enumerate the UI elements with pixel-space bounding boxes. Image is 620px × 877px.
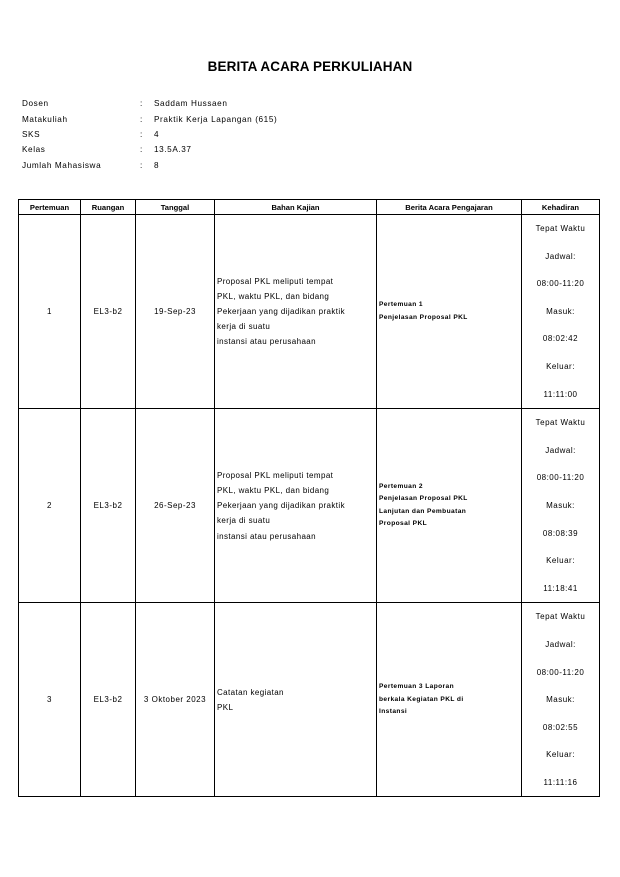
bahan-kajian-cell-line: Pekerjaan yang dijadikan praktik — [217, 306, 345, 316]
info-separator: : — [140, 160, 143, 170]
tanggal-cell: 3 Oktober 2023 — [136, 603, 215, 797]
info-row — [22, 158, 277, 173]
column-header: Kehadiran — [522, 200, 600, 215]
berita-acara-cell-line: Penjelasan Proposal PKL — [379, 495, 468, 503]
column-header: Bahan Kajian — [215, 200, 377, 215]
kehadiran-cell-line: Keluar: — [546, 556, 575, 566]
berita-acara-cell — [377, 603, 522, 797]
berita-acara-cell-line: berkala Kegiatan PKL di — [379, 695, 464, 703]
info-row — [22, 111, 277, 126]
pertemuan-cell: 2 — [19, 409, 81, 603]
info-row — [22, 96, 277, 111]
bahan-kajian-cell-line: Pekerjaan yang dijadikan praktik — [217, 501, 345, 511]
kehadiran-cell-line: Tepat Waktu — [535, 612, 586, 622]
kehadiran-cell-line: Jadwal: — [545, 251, 576, 261]
kehadiran-cell-line: 08:02:55 — [542, 722, 579, 732]
kehadiran-cell-line: 11:18:41 — [543, 583, 578, 593]
bahan-kajian-cell — [215, 215, 377, 409]
info-separator: : — [140, 145, 143, 155]
info-value: Saddam Hussaen — [154, 99, 228, 109]
kehadiran-cell-line: Tepat Waktu — [535, 224, 586, 233]
kehadiran-cell-line: 08:02:42 — [542, 334, 579, 344]
kehadiran-cell-line: Tepat Waktu — [535, 418, 586, 428]
table-row — [19, 215, 600, 409]
table-header-row — [19, 200, 600, 215]
info-label: Jumlah Mahasiswa — [22, 160, 102, 170]
info-separator: : — [140, 114, 143, 124]
kehadiran-cell-line: Masuk: — [546, 695, 575, 705]
bahan-kajian-cell — [215, 603, 377, 797]
kehadiran-cell-line: Jadwal: — [545, 639, 576, 649]
bahan-kajian-cell — [215, 409, 377, 603]
kehadiran-cell-line: Jadwal: — [545, 445, 576, 455]
bahan-kajian-cell-line: Proposal PKL meliputi tempat — [217, 470, 334, 480]
kehadiran-cell-line: 08:08:39 — [542, 528, 579, 538]
table-body — [19, 215, 600, 797]
berita-acara-cell-line: Pertemuan 3 Laporan — [379, 683, 455, 690]
kehadiran-cell-line: Masuk: — [546, 306, 575, 316]
info-value: Praktik Kerja Lapangan (615) — [154, 114, 278, 124]
info-label: Dosen — [22, 99, 49, 109]
info-label: Matakuliah — [22, 114, 68, 124]
bahan-kajian-cell-line: Catatan kegiatan — [217, 687, 284, 697]
tanggal-cell: 19-Sep-23 — [136, 215, 215, 409]
bahan-kajian-cell-line: Proposal PKL meliputi tempat — [217, 276, 334, 286]
table-row — [19, 603, 600, 797]
berita-acara-cell — [377, 215, 522, 409]
kehadiran-cell-line: Keluar: — [546, 750, 575, 760]
info-separator: : — [140, 99, 143, 109]
kehadiran-cell-line: Keluar: — [546, 361, 575, 371]
berita-acara-cell-line: Pertemuan 1 — [379, 300, 423, 308]
table-row — [19, 409, 600, 603]
tanggal-cell: 26-Sep-23 — [136, 409, 215, 603]
info-label: SKS — [22, 129, 41, 139]
berita-acara-cell-line: Pertemuan 2 — [379, 482, 423, 490]
page-title: BERITA ACARA PERKULIAHAN — [207, 59, 413, 74]
kehadiran-cell-line: 08:00-11:20 — [536, 279, 585, 289]
info-label: Kelas — [22, 145, 46, 155]
info-row — [22, 142, 277, 157]
kehadiran-cell — [522, 603, 600, 797]
column-header: Ruangan — [81, 200, 136, 215]
bahan-kajian-cell-line: instansi atau perusahaan — [217, 531, 316, 541]
bahan-kajian-cell-line: PKL, waktu PKL, dan bidang — [217, 485, 330, 495]
info-value: 8 — [154, 160, 160, 170]
kehadiran-cell-line: 11:11:16 — [543, 777, 578, 787]
ruangan-cell: EL3-b2 — [81, 409, 136, 603]
bahan-kajian-cell-line: kerja di suatu — [217, 322, 271, 332]
course-info — [22, 96, 277, 173]
pertemuan-cell: 1 — [19, 215, 81, 409]
info-value: 13.5A.37 — [154, 145, 192, 155]
info-row — [22, 127, 277, 142]
kehadiran-cell-line: Masuk: — [546, 500, 575, 510]
berita-acara-cell-line: Instansi — [379, 708, 408, 716]
bahan-kajian-cell-line: instansi atau perusahaan — [217, 337, 316, 347]
attendance-table — [18, 199, 600, 797]
kehadiran-cell-line: 08:00-11:20 — [536, 667, 585, 677]
info-value: 4 — [154, 129, 160, 139]
ruangan-cell: EL3-b2 — [81, 215, 136, 409]
column-header: Berita Acara Pengajaran — [377, 200, 522, 215]
column-header: Tanggal — [136, 200, 215, 215]
bahan-kajian-cell-line: kerja di suatu — [217, 516, 271, 526]
berita-acara-cell-line: Penjelasan Proposal PKL — [379, 313, 468, 321]
kehadiran-cell-line: 11:11:00 — [543, 389, 578, 399]
ruangan-cell: EL3-b2 — [81, 603, 136, 797]
bahan-kajian-cell-line: PKL — [217, 702, 234, 712]
kehadiran-cell — [522, 409, 600, 603]
kehadiran-cell — [522, 215, 600, 409]
berita-acara-cell — [377, 409, 522, 603]
kehadiran-cell-line: 08:00-11:20 — [536, 473, 585, 483]
column-header: Pertemuan — [19, 200, 81, 215]
pertemuan-cell: 3 — [19, 603, 81, 797]
berita-acara-cell-line: Lanjutan dan Pembuatan — [379, 507, 467, 515]
berita-acara-cell-line: Proposal PKL — [379, 520, 428, 528]
bahan-kajian-cell-line: PKL, waktu PKL, dan bidang — [217, 291, 330, 301]
info-separator: : — [140, 129, 143, 139]
